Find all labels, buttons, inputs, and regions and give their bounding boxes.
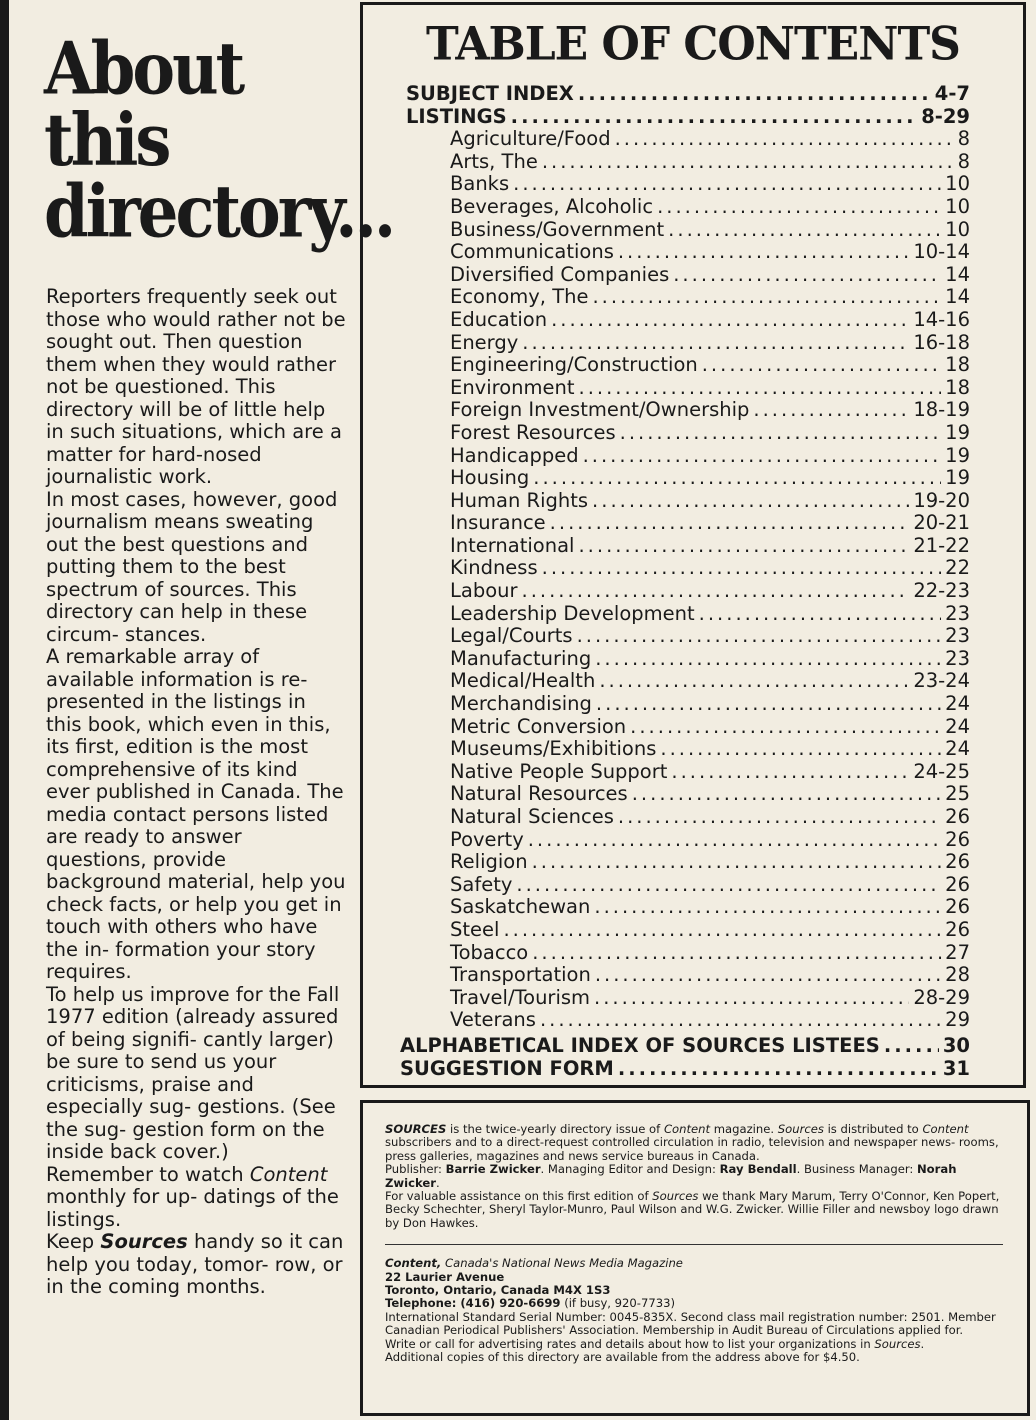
- divider: [385, 1244, 1003, 1245]
- toc-entry-label: Kindness: [450, 556, 538, 580]
- toc-entry-label: Native People Support: [450, 759, 668, 783]
- toc-entry-label: Saskatchewan: [450, 895, 591, 919]
- toc-entry: [406, 895, 970, 918]
- toc-entry-page: 22-23: [913, 579, 970, 603]
- toc-entry-page: 20-21: [913, 511, 970, 535]
- toc-entry-page: 26: [945, 805, 970, 828]
- toc-entry: [406, 421, 970, 444]
- toc-entry: [406, 195, 970, 218]
- toc-entry-page: 22: [945, 556, 970, 580]
- toc-entry-page: 14: [945, 262, 970, 286]
- info-advertising: Write or call for advertising rates and details about how to list your organizations in Sources.: [385, 1336, 925, 1351]
- toc-entry: [406, 647, 970, 670]
- about-title: About this directory...: [44, 27, 394, 255]
- toc-entry-label: Natural Sciences: [450, 805, 614, 828]
- toc-entry: [406, 218, 970, 241]
- toc-entry: [406, 918, 970, 941]
- toc-entry: [406, 127, 970, 150]
- toc-entry: [406, 172, 970, 195]
- info-thanks: For valuable assistance on this first edition of Sources we thank Mary Marum, Terry O'Connor, Ken Popert, Becky Schechter, Sheryl Taylor-Munro, Paul Wilson and W.G. Zwicker. Willie Filler and newsboy logo drawn by Don Hawkes.: [385, 1189, 1000, 1230]
- toc-entry-label: Insurance: [450, 511, 546, 535]
- toc-entry: [406, 737, 970, 760]
- publication-info: [360, 1100, 1030, 1416]
- toc-entry-page: 8: [957, 149, 970, 173]
- toc-entry-page: 28: [945, 963, 970, 987]
- toc-entry: [406, 986, 970, 1009]
- toc-entry: [406, 263, 970, 286]
- about-body: [46, 286, 346, 1299]
- toc-entry: [406, 444, 970, 467]
- toc-entry-label: SUGGESTION FORM: [400, 1056, 614, 1080]
- toc-entry-label: Labour: [450, 579, 518, 603]
- about-paragraph: Remember to watch Content monthly for up- datings of the listings.: [46, 1162, 339, 1231]
- toc-entry: [406, 624, 970, 647]
- toc-entry-page: 4-7: [934, 82, 970, 105]
- toc-entry: [406, 331, 970, 354]
- info-telephone: Telephone: (416) 920-6699 (if busy, 920-7733): [385, 1296, 676, 1311]
- toc-leader-dots: [542, 556, 942, 579]
- toc-leader-dots: [884, 1034, 939, 1057]
- toc-entry-label: Tobacco: [450, 940, 529, 964]
- toc-entry-page: 19: [945, 420, 970, 444]
- toc-entry-page: 10: [945, 217, 970, 241]
- toc-entry: [406, 692, 970, 715]
- toc-entry-label: Medical/Health: [450, 669, 596, 693]
- toc-entry-label: Safety: [450, 872, 513, 896]
- toc-leader-dots: [594, 986, 909, 1009]
- toc-entry-page: 31: [942, 1056, 970, 1080]
- toc-entry-page: 24: [945, 737, 970, 761]
- toc-entry: [406, 850, 970, 873]
- toc-entry-label: Handicapped: [450, 443, 579, 467]
- info-address-line1: 22 Laurier Avenue: [385, 1269, 505, 1284]
- toc-leader-dots: [577, 624, 942, 647]
- toc-entry: [406, 82, 970, 105]
- toc-leader-dots: [578, 82, 931, 105]
- toc-leader-dots: [657, 195, 941, 218]
- toc-leader-dots: [522, 331, 909, 354]
- toc-entry-page: 8: [957, 127, 970, 151]
- toc-leader-dots: [618, 805, 941, 828]
- toc-entry-page: 24: [945, 714, 970, 738]
- toc-entry-page: 19-20: [913, 488, 970, 512]
- info-issn: International Standard Serial Number: 0045-835X. Second class mail registration number: 2501. Member Canadian Periodical Publishers' Association. Membership in Audit Bureau of Circulations applied for.: [385, 1309, 996, 1338]
- toc-entry-label: Manufacturing: [450, 646, 592, 670]
- toc-entry: [406, 105, 970, 128]
- toc-entry-page: 18-19: [913, 398, 970, 422]
- toc-entry: [406, 489, 970, 512]
- info-magazine: Content, Canada's National News Media Magazine: [385, 1256, 683, 1271]
- toc-leader-dots: [632, 782, 941, 805]
- toc-leader-dots: [532, 941, 941, 964]
- toc-entry: [406, 805, 970, 828]
- toc-entry-label: Engineering/Construction: [450, 353, 698, 377]
- toc-leader-dots: [753, 398, 909, 421]
- toc-entry-label: Veterans: [450, 1008, 536, 1032]
- toc-leader-dots: [699, 602, 942, 625]
- toc-entry-label: Education: [450, 307, 548, 331]
- toc-leader-dots: [618, 1057, 939, 1080]
- about-section: [44, 27, 394, 255]
- toc-entry-page: 26: [945, 827, 970, 851]
- toc-entry-label: Religion: [450, 850, 528, 874]
- toc-entry: [406, 941, 970, 964]
- info-address-line2: Toronto, Ontario, Canada M4X 1S3: [385, 1283, 611, 1298]
- toc-entry-label: Forest Resources: [450, 420, 616, 444]
- toc-entry-label: Museums/Exhibitions: [450, 737, 657, 761]
- toc-entry: [400, 1057, 970, 1080]
- toc-entry-label: Merchandising: [450, 692, 592, 716]
- toc-leader-dots: [630, 715, 941, 738]
- toc-entry-label: Travel/Tourism: [450, 985, 591, 1009]
- toc-entry: [406, 669, 970, 692]
- toc-leader-dots: [702, 353, 941, 376]
- toc-leader-dots: [532, 850, 942, 873]
- toc-leader-dots: [551, 308, 909, 331]
- toc-entry-page: 18: [945, 375, 970, 399]
- toc-entry-page: 21-22: [913, 533, 970, 557]
- toc-entry-label: Human Rights: [450, 488, 589, 512]
- toc-entry-page: 14: [945, 285, 970, 309]
- toc-entry-label: Leadership Development: [450, 601, 695, 625]
- toc-leader-dots: [578, 534, 909, 557]
- toc-entry: [406, 828, 970, 851]
- toc-entry-page: 18: [945, 353, 970, 377]
- toc-entry: [406, 308, 970, 331]
- toc-entry-page: 26: [945, 850, 970, 874]
- toc-leader-dots: [542, 150, 954, 173]
- toc-entry: [406, 556, 970, 579]
- toc-entry-label: Energy: [450, 330, 519, 354]
- toc-entry-page: 19: [945, 443, 970, 467]
- toc-entry-label: Transportation: [450, 963, 591, 987]
- toc-entry-page: 14-16: [913, 307, 970, 331]
- toc-entry: [406, 963, 970, 986]
- toc-entry-page: 26: [945, 917, 970, 941]
- toc-entry: [406, 285, 970, 308]
- toc-title: TABLE OF CONTENTS: [426, 17, 960, 72]
- toc-entry: [406, 760, 970, 783]
- toc-leader-dots: [503, 918, 941, 941]
- toc-leader-dots: [668, 218, 941, 241]
- about-paragraph: Keep Sources handy so it can help you today, tomor- row, or in the coming months.: [46, 1230, 344, 1298]
- toc-leader-dots: [660, 737, 941, 760]
- toc-leader-dots: [673, 263, 941, 286]
- toc-entry-page: 25: [945, 782, 970, 806]
- page-edge: [0, 0, 9, 1420]
- toc-leader-dots: [540, 1008, 941, 1031]
- toc-entry-label: Steel: [450, 917, 500, 941]
- toc-entry-page: 8-29: [921, 104, 970, 128]
- toc-entry-page: 10: [945, 194, 970, 218]
- toc-leader-dots: [596, 692, 941, 715]
- about-paragraph: To help us improve for the Fall 1977 edition (already assured of being signifi- cantly larger) be sure to send us your criticisms, praise and especially sug- gestions. (See the sug- gestion form on the inside back cover.): [46, 982, 340, 1163]
- toc-entry-label: Natural Resources: [450, 782, 628, 806]
- toc-entry-label: Environment: [450, 375, 575, 399]
- toc-entry-label: Communications: [450, 240, 614, 264]
- toc-entry: [400, 1034, 970, 1057]
- toc-leader-dots: [528, 828, 941, 851]
- toc-entry: [406, 466, 970, 489]
- toc-leader-dots: [550, 511, 910, 534]
- toc-leader-dots: [522, 579, 910, 602]
- toc-entry: [406, 1008, 970, 1031]
- toc-entry-page: 23: [945, 646, 970, 670]
- toc-entry-page: 19: [945, 466, 970, 490]
- about-paragraph: In most cases, however, good journalism means sweating out the best questions and putting them to the best spectrum of sources. This directory can help in these circum- stances.: [46, 487, 338, 646]
- toc-entry-label: Agriculture/Food: [450, 127, 611, 151]
- toc-entry-page: 29: [945, 1008, 970, 1032]
- toc-leader-dots: [671, 760, 909, 783]
- toc-entry-page: 30: [942, 1034, 970, 1057]
- toc-leader-dots: [583, 444, 942, 467]
- toc-entry-page: 28-29: [913, 985, 970, 1009]
- toc-entry-page: 23: [945, 601, 970, 625]
- toc-list: [406, 82, 970, 1031]
- toc-entry: [406, 150, 970, 173]
- toc-leader-dots: [615, 127, 954, 150]
- toc-entry-label: Diversified Companies: [450, 262, 670, 286]
- toc-leader-dots: [594, 895, 941, 918]
- toc-entry-page: 23-24: [913, 669, 970, 693]
- toc-leader-dots: [595, 963, 941, 986]
- toc-entry-label: Arts, The: [450, 149, 538, 173]
- toc-entry: [406, 353, 970, 376]
- toc-entry-page: 24: [945, 692, 970, 716]
- toc-leader-dots: [533, 466, 941, 489]
- toc-entry: [406, 398, 970, 421]
- toc-entry-page: 10: [945, 172, 970, 196]
- toc-leader-dots: [599, 669, 909, 692]
- about-paragraph: A remarkable array of available information is re- presented in the listings in this book, which even in this, its first, edition is the most comprehensive of its kind ever published in Canada. The media contact persons listed are ready to answer questions, provide background material, help you check facts, or help you get in touch with others who have the in- formation your story requires.: [46, 645, 346, 983]
- toc-leader-dots: [595, 647, 941, 670]
- toc-entry: [406, 715, 970, 738]
- toc-leader-dots: [513, 172, 941, 195]
- toc-entry-label: International: [450, 533, 575, 557]
- toc-entry-label: Banks: [450, 172, 510, 196]
- toc-leader-dots: [579, 376, 942, 399]
- toc-entry-page: 23: [945, 624, 970, 648]
- toc-entry-label: Poverty: [450, 827, 524, 851]
- toc-entry-label: Economy, The: [450, 285, 589, 309]
- toc-leader-dots: [516, 873, 941, 896]
- about-paragraph: Reporters frequently seek out those who would rather not be sought out. Then question them when they would rather not be questioned. This directory will be of little help in such situations, which are a matter for hard-nosed journalistic work.: [46, 285, 346, 488]
- toc-entry: [406, 602, 970, 625]
- toc-entry-page: 26: [945, 895, 970, 919]
- toc-entry-page: 10-14: [913, 240, 970, 264]
- toc-leader-dots: [592, 285, 941, 308]
- toc-leader-dots: [511, 105, 918, 128]
- toc-entry-label: Foreign Investment/Ownership: [450, 398, 750, 422]
- toc-entry: [406, 782, 970, 805]
- toc-entry-label: LISTINGS: [406, 104, 507, 128]
- toc-entry-label: Business/Government: [450, 217, 665, 241]
- toc-entry-label: SUBJECT INDEX: [406, 82, 574, 105]
- toc-entry-page: 27: [945, 940, 970, 964]
- toc-leader-dots: [618, 240, 909, 263]
- toc-entry-label: Metric Conversion: [450, 714, 627, 738]
- info-staff: Publisher: Barrie Zwicker. Managing Editor and Design: Ray Bendall. Business Manager: Norah Zwicker.: [385, 1162, 957, 1190]
- toc-leader-dots: [592, 489, 909, 512]
- toc-leader-dots: [620, 421, 942, 444]
- toc-list-bottom: [400, 1034, 970, 1079]
- toc-entry-label: Legal/Courts: [450, 624, 573, 648]
- toc-entry-page: 24-25: [913, 759, 970, 783]
- toc-entry: [406, 579, 970, 602]
- toc-entry: [406, 534, 970, 557]
- info-distribution: SOURCES is the twice-yearly directory issue of Content magazine. Sources is distributed to Content subscribers and to a direct-request controlled circulation in radio, television and newspaper news- rooms, press galleries, magazines and news service bureaus in Canada.: [385, 1122, 999, 1163]
- toc-entry: [406, 511, 970, 534]
- toc-entry-label: Beverages, Alcoholic: [450, 194, 654, 218]
- toc-entry-label: Housing: [450, 466, 530, 490]
- toc-entry: [406, 240, 970, 263]
- info-additional-copies: Additional copies of this directory are available from the address above for $4.50.: [385, 1350, 860, 1365]
- toc-entry-page: 26: [945, 872, 970, 896]
- toc-entry: [406, 376, 970, 399]
- toc-entry-page: 16-18: [913, 330, 970, 354]
- toc-entry: [406, 873, 970, 896]
- toc-entry-label: ALPHABETICAL INDEX OF SOURCES LISTEES: [400, 1034, 880, 1057]
